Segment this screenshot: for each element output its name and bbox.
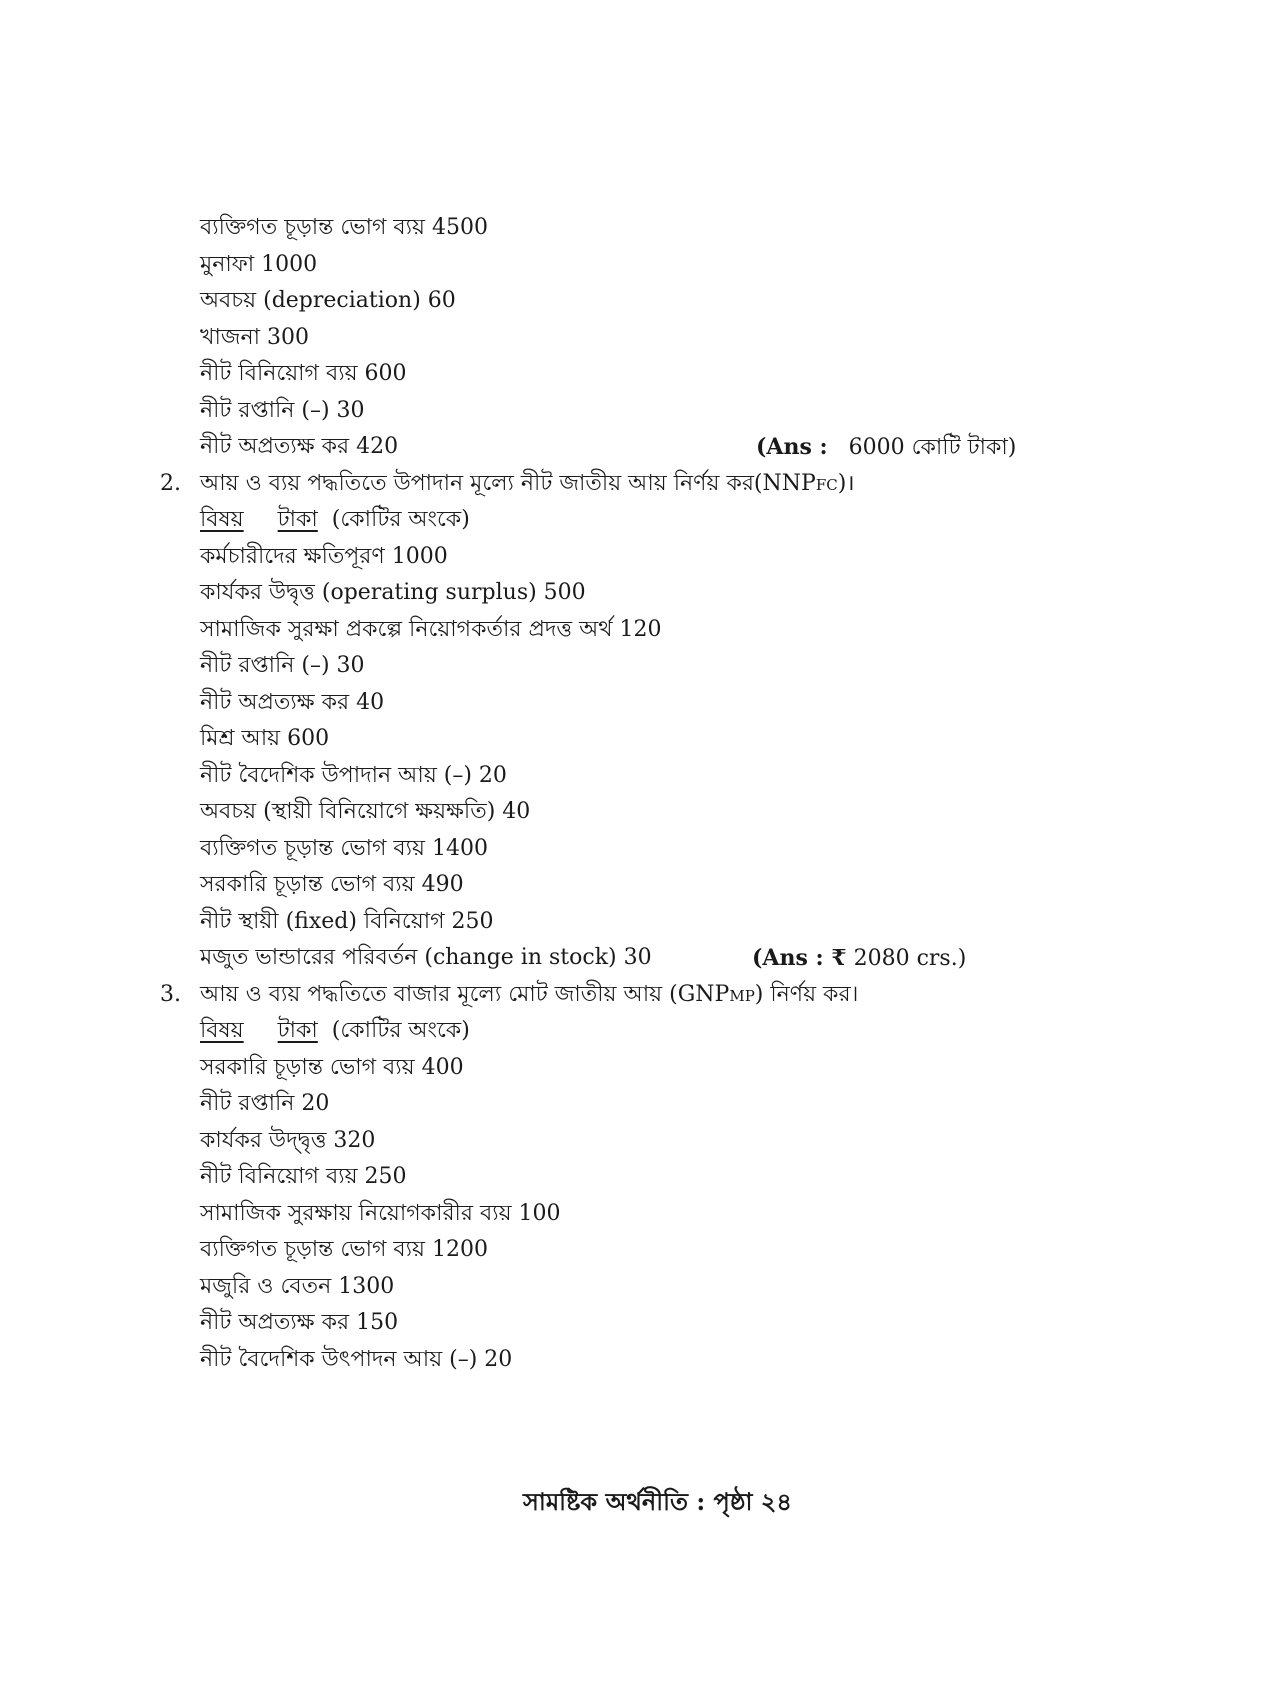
q2-header-subject: বিষয়	[200, 507, 244, 532]
q3-item: ব্যক্তিগত চূড়ান্ত ভোগ ব্যয় 1200	[200, 1237, 488, 1262]
q1-answer-label: (Ans :	[756, 434, 828, 460]
q2-question	[200, 466, 855, 502]
q1-item: নীট রপ্তানি (–) 30	[200, 398, 365, 423]
q3-item: মজুরি ও বেতন 1300	[200, 1274, 395, 1299]
q3-question-text: আয় ও ব্যয় পদ্ধতিতে বাজার মূল্যে মোট জাতীয় আয় (GNP	[200, 982, 730, 1007]
q2-item: নীট স্থায়ী (fixed) বিনিয়োগ 250	[200, 909, 494, 934]
q2-answer	[752, 940, 966, 976]
q2-question-text: আয় ও ব্যয় পদ্ধতিতে উপাদান মূল্যে নীট জাতীয় আয় নির্ণয় কর(NNP	[200, 471, 816, 496]
q2-item: নীট রপ্তানি (–) 30	[200, 653, 365, 678]
q2-item: কর্মচারীদের ক্ষতিপূরণ 1000	[200, 544, 448, 569]
q3-item: নীট বিনিয়োগ ব্যয় 250	[200, 1164, 407, 1189]
q3-table-header	[200, 1013, 470, 1049]
q3-item: নীট অপ্রত্যক্ষ কর 150	[200, 1310, 399, 1335]
q3-header-subject: বিষয়	[200, 1018, 244, 1043]
q2-answer-label: (Ans : ₹	[752, 945, 847, 971]
q3-question-subscript: MP	[729, 987, 755, 1005]
q1-item: খাজনা 300	[200, 325, 310, 350]
q3-question	[200, 977, 858, 1013]
q2-item: ব্যক্তিগত চূড়ান্ত ভোগ ব্যয় 1400	[200, 836, 488, 861]
q2-item: সামাজিক সুরক্ষা প্রকল্পে নিয়োগকর্তার প্রদত্ত অর্থ 120	[200, 617, 662, 642]
q3-item: নীট রপ্তানি 20	[200, 1091, 330, 1116]
q2-item: নীট অপ্রত্যক্ষ কর 40	[200, 690, 385, 715]
q2-item: সরকারি চূড়ান্ত ভোগ ব্যয় 490	[200, 872, 464, 897]
q3-header-note: (কোটির অংকে)	[331, 1018, 470, 1043]
q3-item: সামাজিক সুরক্ষায় নিয়োগকারীর ব্যয় 100	[200, 1201, 561, 1226]
q3-item: কার্যকর উদ্দ্বৃত্ত 320	[200, 1128, 376, 1153]
page-footer: সামষ্টিক অর্থনীতি : পৃষ্ঠা ২৪	[523, 1487, 792, 1516]
q3-item: সরকারি চূড়ান্ত ভোগ ব্যয় 400	[200, 1055, 464, 1080]
q2-question-end: )।	[837, 471, 855, 496]
q3-header-amount: টাকা	[277, 1018, 318, 1043]
q2-item: অবচয় (স্থায়ী বিনিয়োগে ক্ষয়ক্ষতি) 40	[200, 799, 531, 824]
q1-answer-value: 6000 কোটি টাকা)	[848, 435, 1017, 460]
q1-answer	[756, 429, 1016, 465]
q3-item: নীট বৈদেশিক উৎপাদন আয় (–) 20	[200, 1347, 513, 1372]
q2-question-subscript: FC	[815, 476, 838, 494]
q1-item: অবচয় (depreciation) 60	[200, 288, 456, 313]
q3-number: 3.	[160, 982, 181, 1007]
q2-header-amount: টাকা	[277, 507, 318, 532]
q2-header-note: (কোটির অংকে)	[331, 507, 470, 532]
q2-item: কার্যকর উদ্বৃত্ত (operating surplus) 500	[200, 580, 586, 605]
q2-answer-value: 2080 crs.)	[853, 946, 967, 971]
q1-item: ব্যক্তিগত চূড়ান্ত ভোগ ব্যয় 4500	[200, 215, 488, 240]
q3-question-end: ) নির্ণয় কর।	[754, 982, 859, 1007]
q1-item: মুনাফা 1000	[200, 252, 318, 277]
q1-item: নীট অপ্রত্যক্ষ কর 420	[200, 434, 399, 459]
q2-table-header	[200, 502, 470, 538]
q2-number: 2.	[160, 471, 181, 496]
q2-item: মজুত ভান্ডারের পরিবর্তন (change in stock) 30	[200, 945, 652, 970]
q1-item: নীট বিনিয়োগ ব্যয় 600	[200, 361, 407, 386]
q2-item: মিশ্র আয় 600	[200, 726, 330, 751]
q2-item: নীট বৈদেশিক উপাদান আয় (–) 20	[200, 763, 507, 788]
